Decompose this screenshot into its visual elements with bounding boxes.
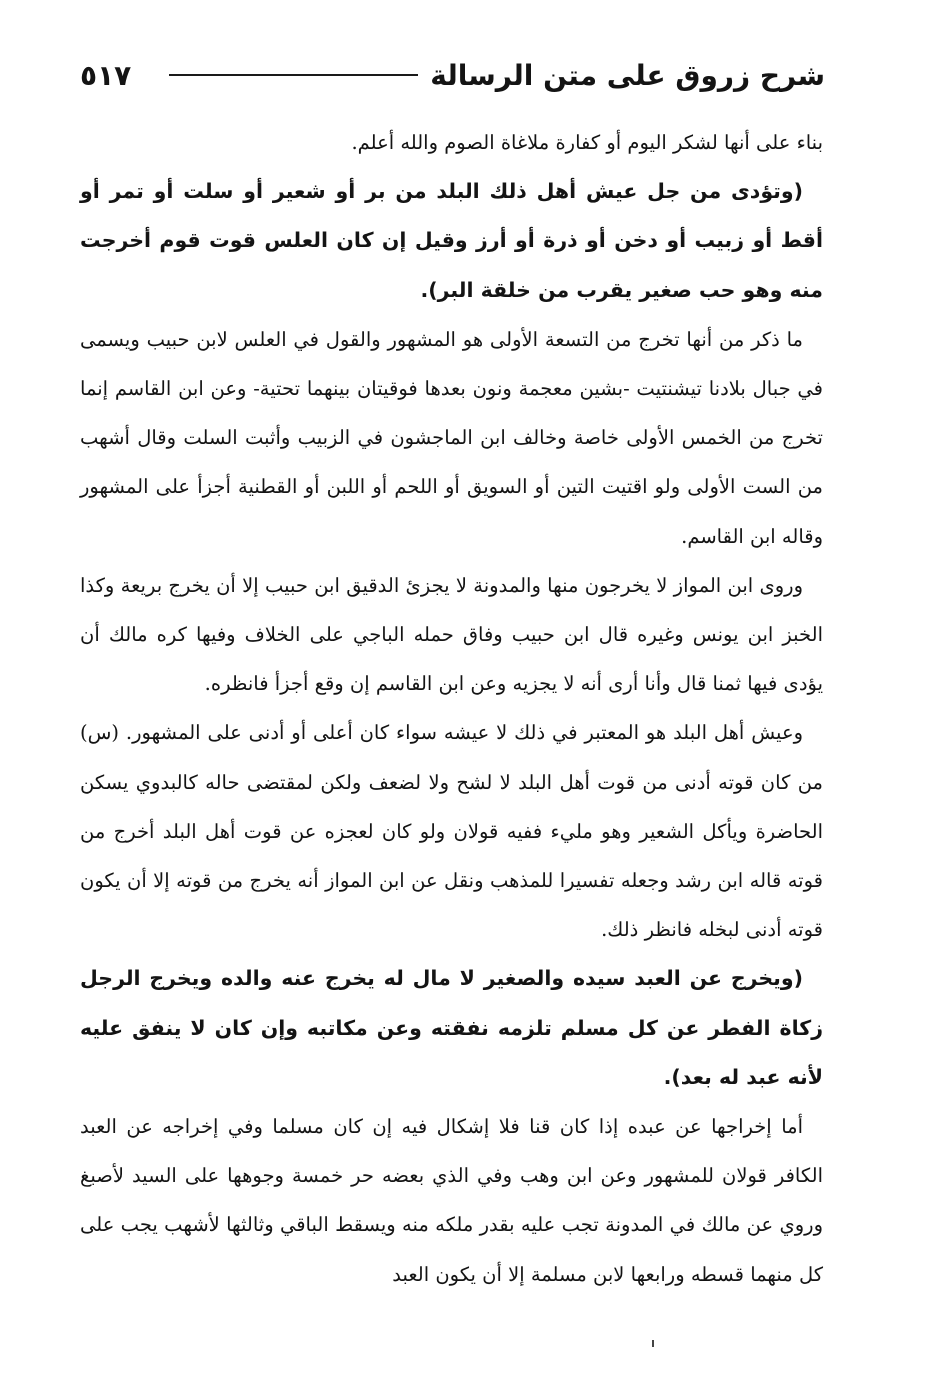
page-number: ٥١٧ — [80, 58, 132, 92]
body-text — [80, 118, 823, 1299]
matn-paragraph: (ويخرج عن العبد سيده والصغير لا مال له يخرج عنه والده ويخرج الرجل زكاة الفطر عن كل مسلم تلزمه نفقته وعن مكاتبه وإن كان لا ينفق عليه لأنه عبد له بعد). — [80, 966, 823, 1089]
commentary-paragraph: وعيش أهل البلد هو المعتبر في ذلك لا عيشه سواء كان أعلى أو أدنى على المشهور. (س) من كان قوته أدنى من قوت أهل البلد لا لشح ولا لضعف ولكن لمقتضى حاله كالبدوي يسكن الحاضرة ويأكل الشعير وهو مليء ففيه قولان ولو كان لعجزه عن قوت أهل البلد أخرج من قوته قاله ابن رشد وجعله تفسيرا للمذهب ونقل عن ابن المواز أنه يخرج من قوته إلا أن يكون قوته أدنى لبخله فانظر ذلك. — [80, 721, 823, 942]
matn-paragraph: (وتؤدى من جل عيش أهل ذلك البلد من بر أو شعير أو سلت أو تمر أو أقط أو زبيب أو دخن أو ذرة أو أرز وقيل إن كان العلس قوت قوم أخرجت منه وهو حب صغير يقرب من خلقة البر). — [80, 179, 823, 302]
commentary-paragraph: بناء على أنها لشكر اليوم أو كفارة ملاغاة الصوم والله أعلم. — [351, 131, 823, 154]
print-speck — [652, 1340, 654, 1347]
running-title: شرح زروق على متن الرسالة — [430, 58, 825, 92]
commentary-paragraph: ما ذكر من أنها تخرج من التسعة الأولى هو المشهور والقول في العلس لابن حبيب ويسمى في جبال بلادنا تيشنتيت -بشين معجمة ونون بعدها فوقيتان بينهما تحتية- وعن ابن القاسم إنما تخرج من الخمس الأولى خاصة وخالف ابن الماجشون في الزبيب وأثبت السلت وقال أشهب من الست الأولى ولو اقتيت التين أو السويق أو اللحم أو اللبن أو القطنية أجزأ على المشهور وقاله ابن القاسم. — [80, 327, 823, 548]
commentary-paragraph: وروى ابن المواز لا يخرجون منها والمدونة لا يجزئ الدقيق ابن حبيب إلا أن يخرج بريعة وكذا الخبز ابن يونس وغيره قال ابن حبيب وفاق حمله الباجي على الخلاف وفيها كره مالك أن يؤدى فيها ثمنا قال وأنا أرى أنه لا يجزيه وعن ابن القاسم إن وقع أجزأ فانظره. — [80, 573, 823, 696]
header-rule — [169, 74, 418, 76]
page-header — [80, 50, 825, 100]
commentary-paragraph: أما إخراجها عن عبده إذا كان قنا فلا إشكال فيه إن كان مسلما وفي إخراجه عن العبد الكافر قولان للمشهور وعن ابن وهب وفي الذي بعضه حر خمسة وجوهها على السيد لأصبغ وروي عن مالك في المدونة تجب عليه بقدر ملكه منه ويسقط الباقي وثالثها لأشهب يجب على كل منهما قسطه ورابعها لابن مسلمة إلا أن يكون العبد — [80, 1115, 823, 1286]
